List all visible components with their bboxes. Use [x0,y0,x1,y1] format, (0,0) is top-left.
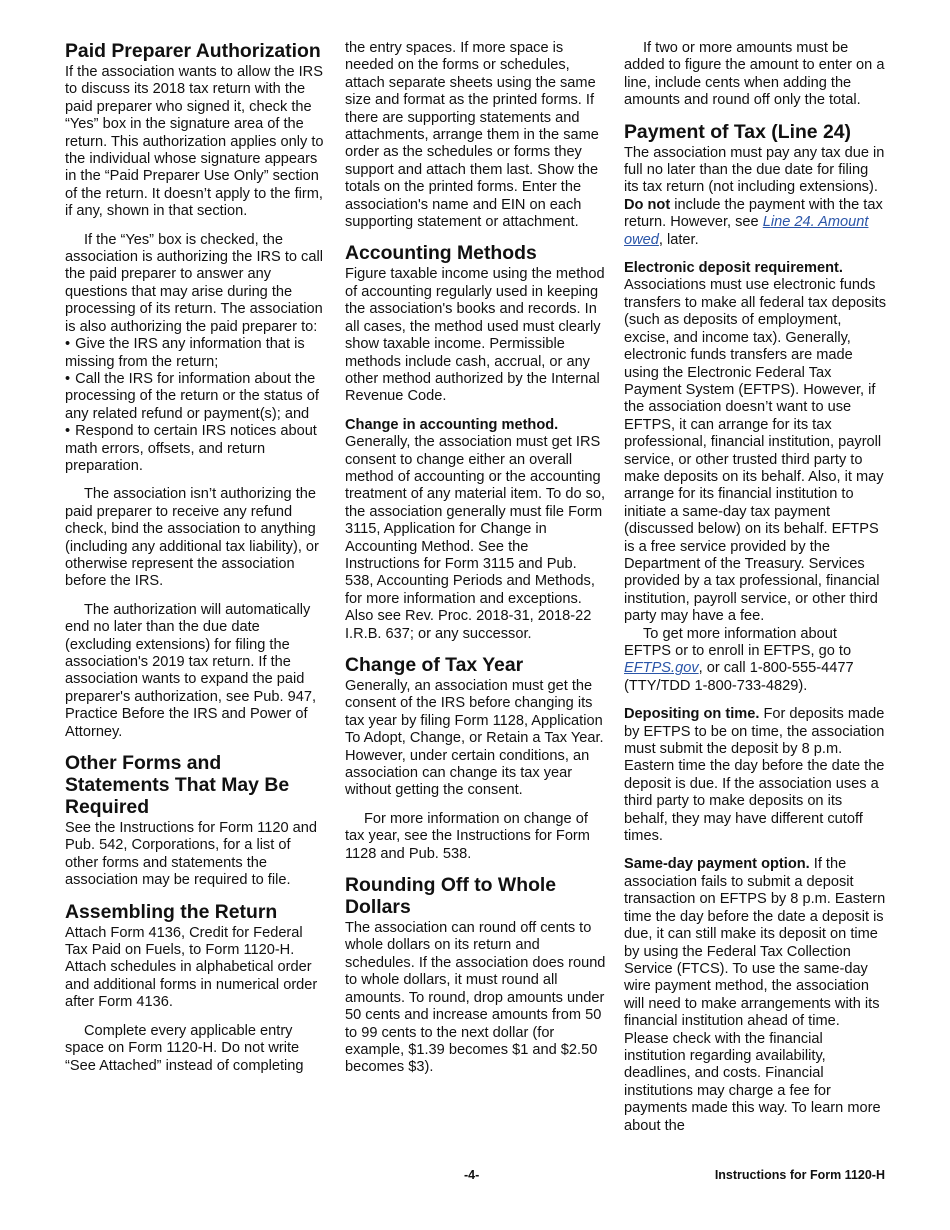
heading-rounding: Rounding Off to Whole Dollars [345,874,557,919]
subheading-change-accounting: Change in accounting method. [345,416,559,433]
paragraph [624,145,886,249]
subheading-electronic-deposit: Electronic deposit requirement. [624,260,843,277]
paragraph [624,626,886,696]
paragraph: Attach Form 4136, Credit for Federal Tax Paid on Fuels, to Form 1120-H. Attach schedules in alphabetical order and additional forms in numerical order after Form 4136. [65,924,318,1011]
paragraph: For more information on change of tax year, see the Instructions for Form 1128 and Pub. 538. [345,810,590,862]
bullet-list [65,336,327,475]
footer-title: Instructions for Form 1120-H [714,1168,885,1182]
bullet-item: • Give the IRS any information that is missing from the return; [65,336,327,371]
column-1 [65,40,327,1086]
heading-paid-preparer: Paid Preparer Authorization [65,40,321,62]
bullet-item: • Call the IRS for information about the processing of the return or the status of any related refund or payment(s); and [65,371,327,423]
paragraph: Figure taxable income using the method of accounting regularly used in keeping the association's books and records. In all cases, the method used must clearly show taxable income. Permissible methods include cash, accrual, or any other method authorized by the Internal Revenue Code. [345,266,605,405]
paragraph [624,260,886,626]
text: include the payment with the tax return. However, see [624,196,883,231]
paragraph: The association isn’t authorizing the paid preparer to receive any refund check, bind the association to anything (including any additional tax liability), or otherwise represent the association before the IRS. [65,486,319,590]
eftps-link[interactable]: EFTPS.gov [624,660,699,677]
heading-other-forms: Other Forms and Statements That May Be Required [65,752,290,819]
paragraph: If two or more amounts must be added to figure the amount to enter on a line, include cents when adding the amounts and round off only the total. [624,40,885,109]
paragraph [624,706,886,845]
paragraph: Generally, an association must get the consent of the IRS before changing its tax year by filing Form 1128, Application To Adopt, Change, or Retain a Tax Year. However, under certain conditions, an association can change its tax year without getting the consent. [345,678,604,799]
paragraph [345,417,607,643]
heading-accounting-methods: Accounting Methods [345,242,537,265]
heading-payment-of-tax: Payment of Tax (Line 24) [624,120,851,143]
paragraph: the entry spaces. If more space is needed on the forms or schedules, attach separate sheets using the same size and format as the printed forms. If there are supporting statements and attachments, arrange them in the same order as the schedules or forms they support and attach them last. Show the totals on the printed forms. Enter the association's name and EIN on each supporting statement or attachment. [345,40,599,231]
emphasis: Do not [624,196,671,213]
paragraph-text: Generally, the association must get IRS consent to change either an overall method of accounting or the accounting treatment of any material item. To do so, the association generally must file Form 3115, Application for Change in Accounting Method. See the Instructions for Form 3115 and Pub. 538, Accounting Periods and Methods, for more information and exceptions. Also see Rev. Proc. 2018-31, 2018-22 I.R.B. 637; or any successor. [345,434,606,642]
text: , or call 1-800-555-4477 (TTY/TDD 1-800-733-4829). [624,660,854,694]
text: The association must pay any tax due in full no later than the due date for filing its tax return (not including extensions). [624,144,885,196]
paragraph [624,856,886,1135]
paragraph-text: For deposits made by EFTPS to be on time, the association must submit the deposit by 8 p.m. Eastern time the day before the date the deposit is due. If the association uses a third party to make deposits on its behalf, they may have different cutoff times. [624,706,885,845]
paragraph: Complete every applicable entry space on Form 1120-H. Do not write “See Attached” instead of completing [65,1022,304,1074]
subheading-same-day-payment: Same-day payment option. [624,856,810,873]
paragraph-text: Associations must use electronic funds transfers to make all federal tax deposits (such as deposits of employment, excise, and income tax). Generally, electronic funds transfers are made using the Electronic Federal Tax Payment System (EFTPS). However, if the association doesn’t want to use EFTPS, it can arrange for its tax professional, financial institution, payroll service, or other trusted third party to make deposits on its behalf. Also, it may arrange for its financial institution to initiate a same-day tax payment (discussed below) on its behalf. EFTPS is a free service provided by the Department of the Treasury. Services provided by a tax professional, financial institution, payroll service, or other third party may have a fee. [624,277,887,625]
line-24-link[interactable]: Line 24. Amount owed [624,214,869,248]
paragraph: If the association wants to allow the IRS to discuss its 2018 tax return with the paid preparer who signed it, check the “Yes” box in the signature area of the return. This authorization applies only to the individual whose signature appears in the “Paid Preparer Use Only” section of the return. It doesn’t apply to the firm, if any, shown in that section. [65,64,324,220]
paragraph: The association can round off cents to whole dollars on its return and schedules. If the association does round to whole dollars, it must round all amounts. To round, drop amounts under 50 cents and increase amounts from 50 to 99 cents to the next dollar (for example, $1.39 becomes $1 and $2.50 becomes $3). [345,920,606,1076]
subheading-depositing-on-time: Depositing on time. [624,706,760,723]
paragraph: If the “Yes” box is checked, the association is authorizing the IRS to call the paid preparer to answer any questions that may arise during the processing of its return. The association is also authorizing the paid preparer to: [65,231,323,335]
paragraph: See the Instructions for Form 1120 and Pub. 542, Corporations, for a list of other forms and statements the association may be required to file. [65,820,318,889]
page-number: -4- [464,1168,480,1182]
bullet-item: • Respond to certain IRS notices about math errors, offsets, and return preparation. [65,423,327,475]
column-3 [624,40,886,1146]
text: , later. [658,231,699,248]
heading-assembling: Assembling the Return [65,900,278,923]
paragraph-text: If the association fails to submit a deposit transaction on EFTPS by 8 p.m. Eastern time the day before the date a deposit is due, it can still make its deposit on time by using the Federal Tax Collection Service (FTCS). To use the same-day wire payment method, the association will need to make arrangements with its financial institution ahead of time. Please check with the financial institution regarding availability, deadlines, and costs. Financial institutions may charge a fee for payments made this way. To learn more about the [624,856,886,1134]
column-2 [345,40,607,1088]
paragraph: The authorization will automatically end no later than the due date (excluding extensions) for filing the association's 2019 tax return. If the association wants to expand the paid preparer's authorization, see Pub. 947, Practice Before the IRS and Power of Attorney. [65,601,317,740]
text: To get more information about EFTPS or to enroll in EFTPS, go to [624,625,852,659]
heading-change-tax-year: Change of Tax Year [345,654,524,676]
